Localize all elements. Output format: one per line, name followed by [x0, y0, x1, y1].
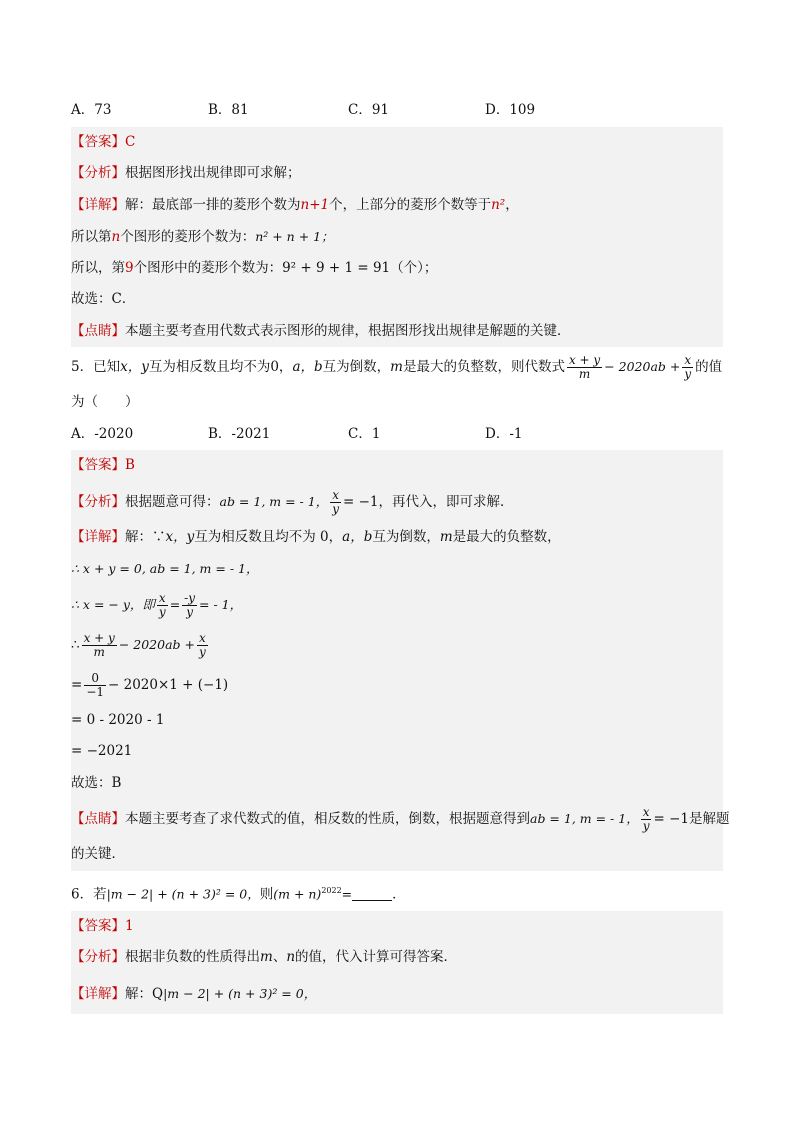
- formula: ab = 1, m = - 1，: [219, 493, 329, 509]
- text: 个图形中的菱形个数为：: [133, 259, 283, 276]
- q4-detail-3: [71, 253, 723, 285]
- analysis-tag: 【分析】: [71, 949, 125, 965]
- analysis-tag: 【分析】: [71, 165, 125, 181]
- formula: n² + n + 1；: [255, 229, 334, 244]
- answer-blank: [352, 888, 392, 901]
- detail-tag: 【详解】: [71, 196, 125, 213]
- q4-detail-2: [71, 221, 723, 253]
- q5-comment: [71, 799, 730, 839]
- therefore-symbol: ∴: [71, 636, 80, 653]
- formula: = - 1，: [199, 596, 243, 612]
- q5-detail-1: [71, 522, 723, 554]
- text: 解：最底部一排的菱形个数为: [125, 196, 301, 213]
- q5-options: [71, 419, 723, 451]
- formula: |m − 2| + (n + 3)² = 0，: [163, 985, 317, 1001]
- detail-tag: 【详解】: [71, 985, 125, 1002]
- text: n²: [491, 196, 506, 213]
- q5-step-1: [71, 553, 723, 585]
- analysis-text: 根据图形找出规律即可求解；: [125, 165, 301, 181]
- q4-detail-1: [71, 190, 723, 222]
- text: x，y: [165, 528, 195, 545]
- text: 所以，第: [71, 259, 125, 276]
- document-page: [71, 95, 730, 1014]
- fraction: [682, 354, 693, 380]
- text: 本题主要考查了求代数式的值，相反数的性质，倒数，根据题意得到: [125, 811, 530, 827]
- q5-option-c: C．1: [348, 425, 381, 442]
- text: 互为相反数且均不为: [148, 359, 271, 375]
- formula: = 0 - 2020 - 1: [71, 711, 165, 728]
- text: m: [439, 528, 453, 545]
- fraction: [84, 672, 106, 698]
- q4-options: [71, 95, 723, 127]
- denominator: −1: [86, 684, 105, 699]
- text: 的值: [695, 359, 723, 375]
- q5-option-a: A．-2020: [71, 425, 134, 442]
- numerator: -y: [184, 590, 196, 605]
- fraction: [157, 592, 168, 618]
- q6-detail: [71, 974, 723, 1014]
- q6-answer: [71, 911, 723, 943]
- q5-stem: [71, 347, 723, 387]
- numerator: x + y: [568, 353, 601, 368]
- formula: − 2020×1 + (−1): [108, 676, 229, 693]
- fraction: [330, 489, 341, 515]
- text: n+1: [300, 196, 330, 213]
- answer-value: 1: [125, 917, 134, 934]
- detail-tag: 【详解】: [71, 528, 125, 545]
- q5-analysis: [71, 482, 723, 522]
- q5-step-2: ∴ x = − y，即 $\frac{x}{y}$ = $\frac{-y}{y}$ = - 1，: [71, 585, 723, 625]
- q4-analysis: [71, 158, 723, 190]
- text: 的值，代入计算可得答案．: [295, 949, 458, 965]
- answer-tag: 【答案】: [71, 917, 125, 934]
- denominator: y: [199, 644, 206, 659]
- q6-stem: [71, 871, 723, 911]
- text: 解：∵: [125, 528, 166, 545]
- fraction: [182, 592, 197, 618]
- numerator: x: [332, 487, 339, 502]
- text: ．: [392, 886, 406, 902]
- text: x，y: [120, 359, 149, 375]
- formula: |m − 2| + (n + 3)² = 0，: [106, 886, 260, 901]
- text: = −1是解题: [653, 811, 730, 827]
- text: m: [390, 359, 403, 375]
- comment-tag: 【点睛】: [71, 811, 125, 827]
- q5-step-5: [71, 705, 723, 737]
- q4-option-a: A．73: [71, 102, 112, 118]
- text: 则: [259, 886, 274, 902]
- fraction: [197, 632, 208, 658]
- fraction: [641, 806, 652, 832]
- formula: − 2020ab +: [118, 636, 195, 652]
- numerator: x: [158, 590, 166, 605]
- answer-tag: 【答案】: [71, 133, 125, 150]
- analysis-tag: 【分析】: [71, 493, 125, 510]
- denominator: y: [186, 604, 193, 619]
- formula: ∴ x = − y，即: [71, 596, 155, 612]
- text: 根据题意可得：: [125, 493, 220, 510]
- exponent: 2022: [321, 885, 342, 895]
- answer-value: B: [125, 457, 135, 473]
- q5-comment-2: [71, 839, 723, 871]
- answer-tag: 【答案】: [71, 457, 125, 473]
- text: 互为倒数，: [372, 528, 440, 545]
- formula: (m + n): [273, 886, 322, 901]
- formula: 9² + 9 + 1 = 91（个）；: [282, 259, 438, 276]
- q5-stem-2: [71, 387, 723, 419]
- numerator: 0: [84, 672, 106, 686]
- formula: =: [341, 886, 353, 901]
- text: 6．若: [71, 886, 107, 902]
- q4-answer: [71, 127, 723, 159]
- text: 所以第: [71, 229, 112, 245]
- q4-option-c: C．91: [348, 102, 390, 118]
- formula: − 2020ab +: [604, 359, 681, 374]
- fraction: [567, 354, 602, 380]
- q5-step-6: [71, 736, 723, 768]
- text: a，b: [292, 359, 323, 375]
- text: 、: [272, 949, 287, 965]
- text: =: [71, 676, 83, 693]
- text: 是最大的负整数，则代数式: [402, 359, 565, 375]
- q6-analysis: [71, 942, 723, 974]
- numerator: x: [642, 805, 650, 820]
- text: 是最大的负整数，: [452, 528, 561, 545]
- denominator: y: [158, 604, 166, 619]
- numerator: x + y: [83, 630, 115, 645]
- q5-answer: [71, 450, 723, 482]
- text: 为（ ）: [71, 394, 139, 410]
- text: 故选：C．: [71, 291, 136, 307]
- text: 0，: [270, 359, 293, 375]
- q5-step-4: [71, 665, 723, 705]
- text: 互为相反数且均不为 0，: [194, 528, 343, 545]
- q4-option-d: D．109: [485, 102, 536, 118]
- text: 个图形的菱形个数为：: [120, 229, 256, 245]
- formula: ∴ x + y = 0, ab = 1, m = - 1，: [71, 561, 259, 576]
- q4-option-b: B．81: [208, 102, 249, 118]
- denominator: y: [642, 819, 650, 833]
- text: 9: [125, 259, 134, 276]
- text: n: [111, 229, 121, 245]
- q4-choose: [71, 284, 723, 316]
- formula: = −2021: [71, 743, 133, 759]
- text: 根据非负数的性质得出: [125, 949, 260, 965]
- text: n: [286, 949, 296, 965]
- q5-choose: [71, 768, 723, 800]
- text: 本题主要考查用代数式表示图形的规律，根据图形找出规律是解题的关键．: [125, 322, 571, 339]
- text: a，b: [342, 528, 373, 545]
- denominator: y: [684, 367, 692, 381]
- text: = −1，再代入，即可求解．: [342, 493, 514, 510]
- text: 故选：B: [71, 774, 122, 791]
- answer-value: C: [125, 133, 136, 150]
- denominator: y: [332, 501, 339, 516]
- denominator: m: [93, 644, 105, 659]
- text: ，: [505, 196, 519, 213]
- q5-option-d: D．-1: [485, 425, 523, 442]
- text: m: [260, 949, 273, 965]
- q5-option-b: B．-2021: [208, 425, 271, 442]
- text: 互为倒数，: [322, 359, 391, 375]
- denominator: m: [578, 367, 591, 381]
- fraction: [82, 632, 117, 658]
- comment-tag: 【点睛】: [71, 322, 125, 339]
- formula: ab = 1, m = - 1，: [530, 811, 639, 826]
- text: 的关键．: [71, 846, 125, 862]
- q5-step-3: [71, 625, 723, 665]
- q4-comment: [71, 316, 723, 348]
- numerator: x: [684, 353, 692, 368]
- numerator: x: [199, 630, 206, 645]
- text: 解：Q: [125, 985, 164, 1002]
- text: 个，上部分的菱形个数等于: [329, 196, 492, 213]
- text: 5．已知: [71, 359, 121, 375]
